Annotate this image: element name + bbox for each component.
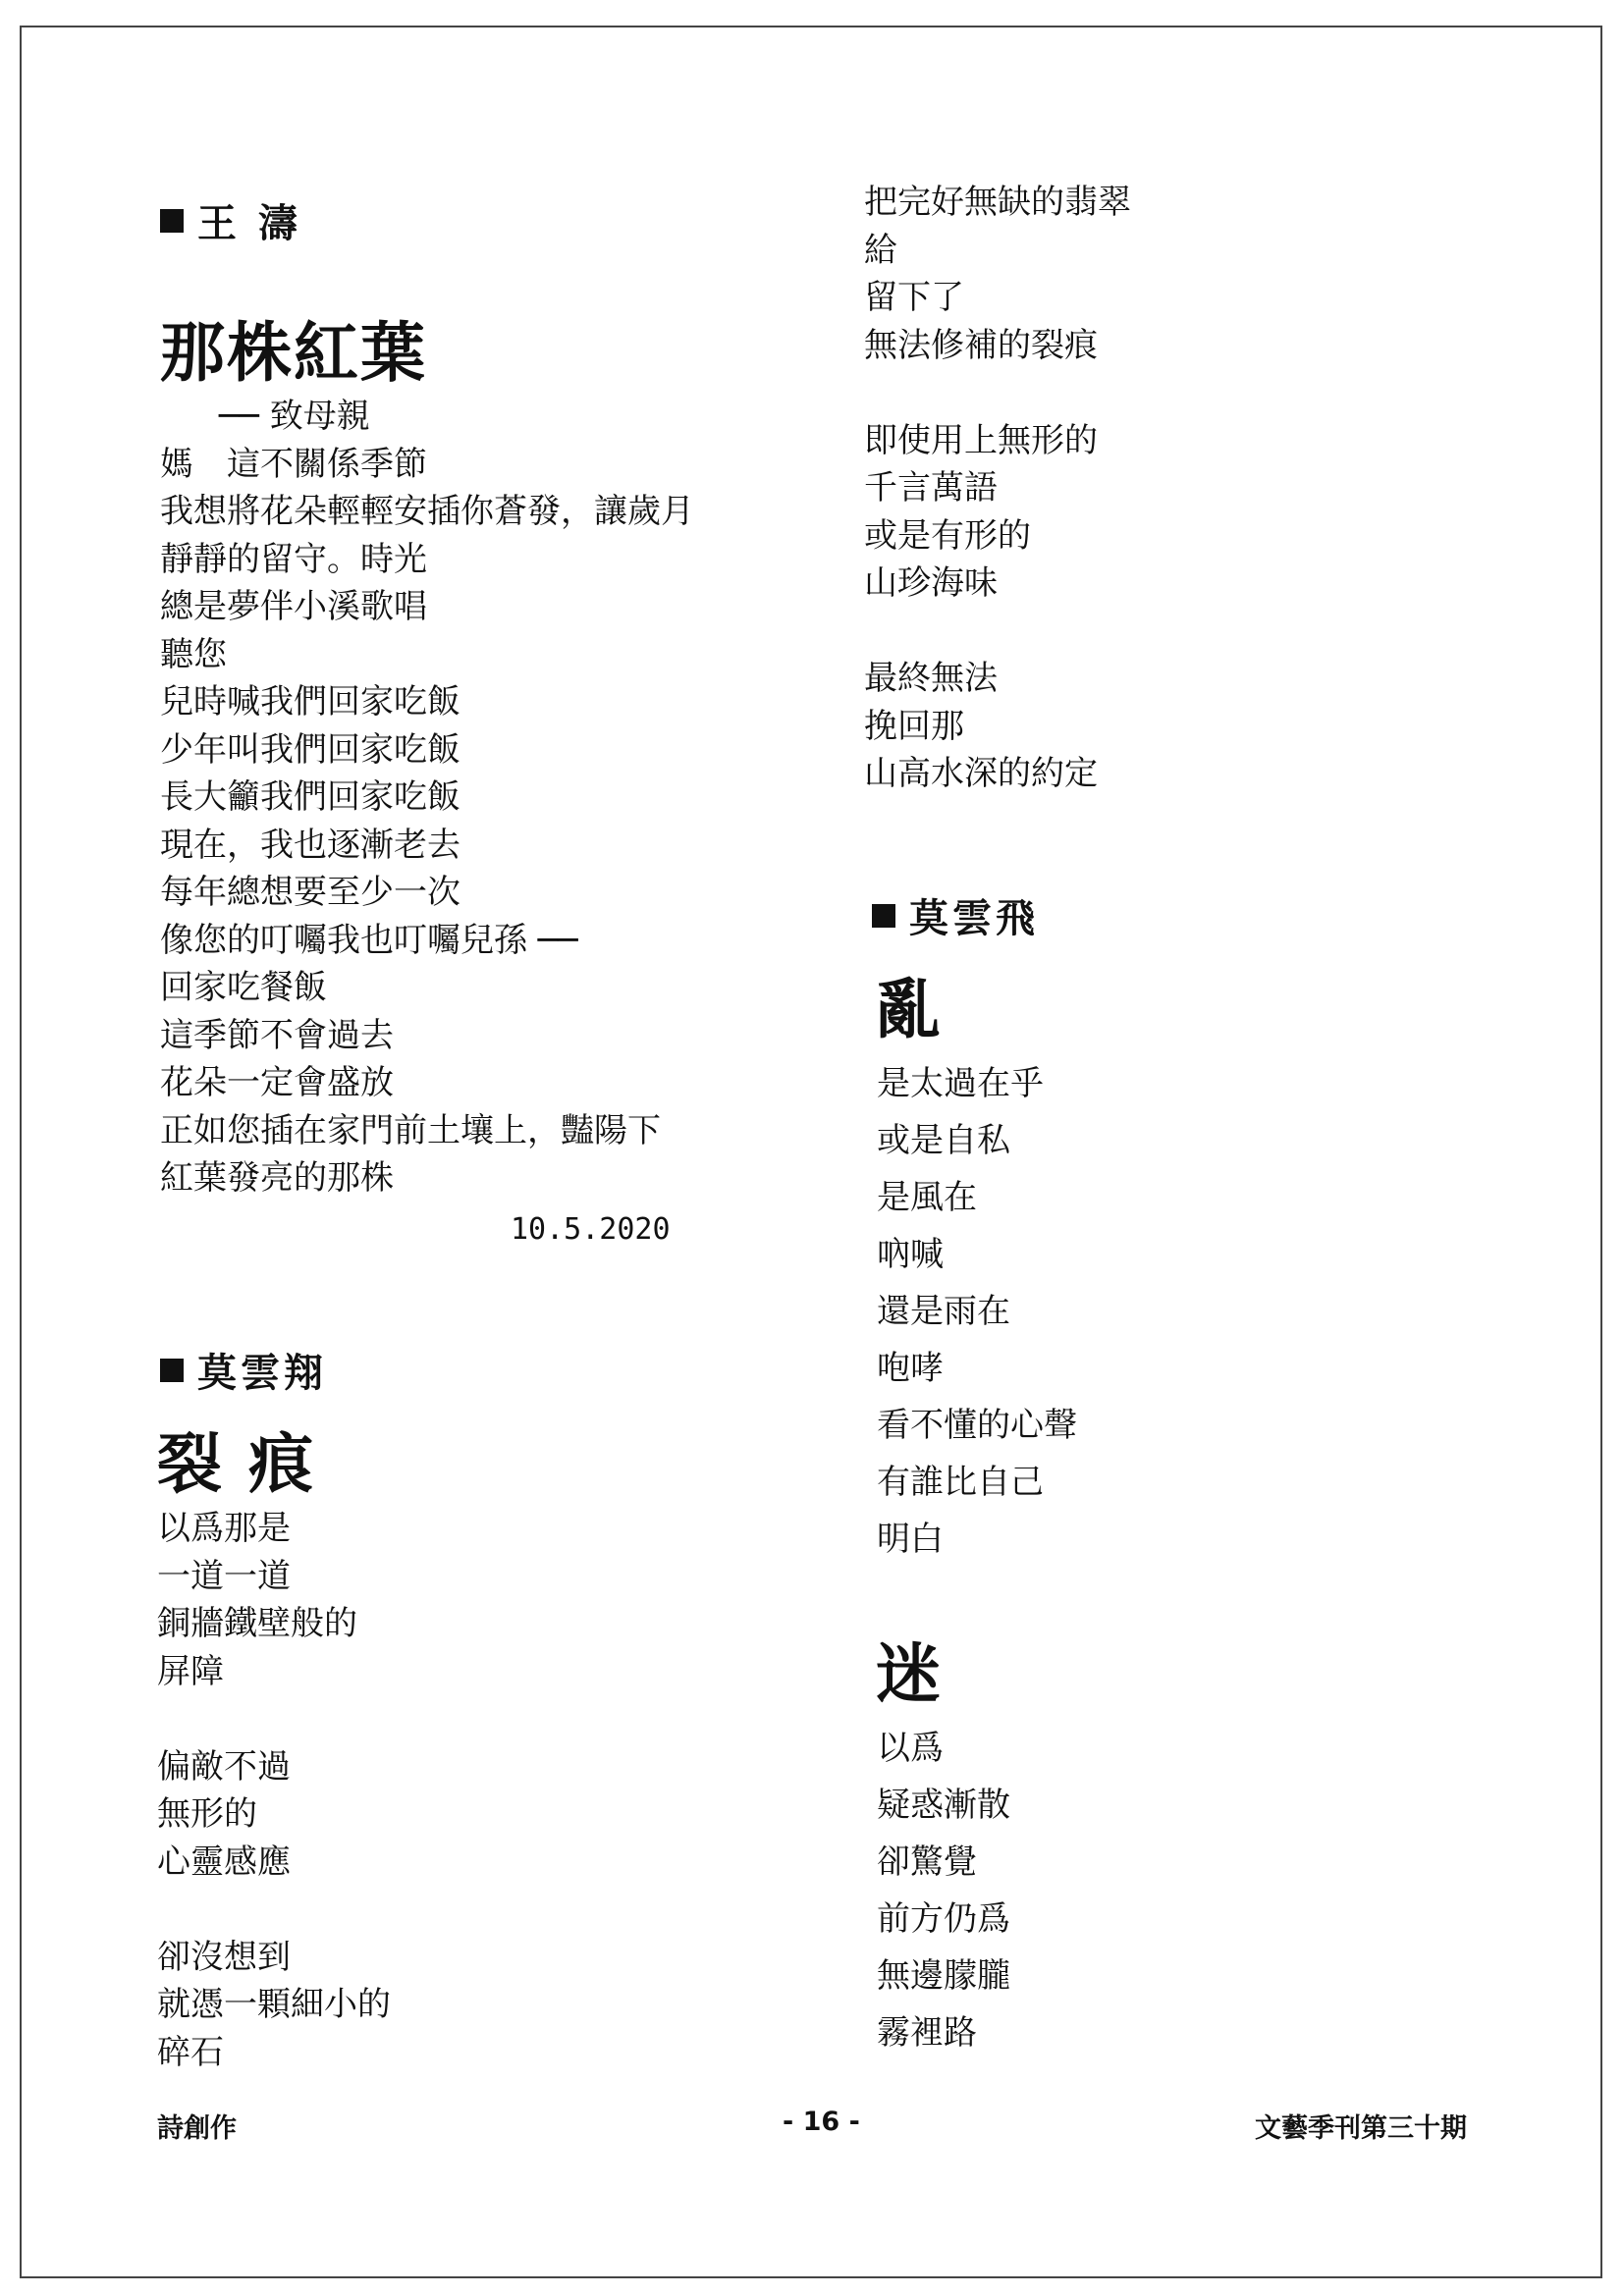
stanza-gap — [864, 608, 1131, 656]
poem-line: 屏障 — [157, 1651, 224, 1691]
poem-line: 少年叫我們回家吃飯 — [160, 729, 460, 770]
poem-line: 紅葉發亮的那株 — [160, 1158, 394, 1198]
poem-date: 10.5.2020 — [511, 1212, 671, 1247]
poem-line: 無法修補的裂痕 — [864, 325, 1098, 365]
poem-red-leaf-body — [160, 393, 694, 1202]
poem-line: 就憑一顆細小的 — [157, 1985, 391, 2024]
poem-line: 山高水深的約定 — [864, 754, 1098, 793]
poem-line: 挽回那 — [864, 706, 964, 746]
poem-line: 還是雨在 — [877, 1292, 1010, 1331]
poem-line: 靜靜的留守。時光 — [160, 539, 427, 579]
poem-line: 留下了 — [864, 278, 964, 317]
dedication: ── 致母親 — [219, 397, 370, 436]
poem-line: 像您的叮囑我也叮囑兒孫 ── — [160, 920, 578, 960]
poem-title-crack: 裂 痕 — [157, 1425, 315, 1502]
poem-line: 銅牆鐵壁般的 — [157, 1604, 357, 1643]
poem-line: 心靈感應 — [157, 1842, 291, 1882]
footer-page-number: - 16 - — [783, 2107, 860, 2137]
author-mo-yunfei: 莫雲飛 — [872, 887, 1039, 943]
author-wang-tao: 王 濤 — [160, 192, 301, 248]
poem-line: 長大籲我們回家吃飯 — [160, 777, 460, 817]
poem-line: 媽 這不關係季節 — [160, 444, 427, 484]
poem-line: 或是自私 — [877, 1121, 1010, 1160]
poem-line: 看不懂的心聲 — [877, 1406, 1077, 1445]
footer-publication: 文藝季刊第三十期 — [1255, 2113, 1467, 2144]
poem-line: 把完好無缺的翡翠 — [864, 183, 1131, 222]
poem-line: 有誰比自己 — [877, 1463, 1044, 1502]
stanza-gap — [157, 1886, 391, 1934]
poem-line: 這季節不會過去 — [160, 1015, 394, 1055]
poem-title-lost: 迷 — [876, 1635, 943, 1712]
poem-line: 山珍海味 — [864, 563, 998, 603]
poem-title-red-leaf: 那株紅葉 — [160, 314, 427, 391]
poem-line: 千言萬語 — [864, 468, 998, 507]
poem-crack-body-left — [157, 1505, 391, 2076]
poem-line: 回家吃餐飯 — [160, 968, 327, 1007]
author-mo-yunxiang: 莫雲翔 — [160, 1342, 327, 1398]
poem-line: 即使用上無形的 — [864, 420, 1098, 460]
poem-lost-body — [877, 1720, 1010, 2061]
poem-line: 總是夢伴小溪歌唱 — [160, 587, 427, 626]
poem-line: 正如您插在家門前土壤上，豔陽下 — [160, 1110, 661, 1150]
stanza-gap — [157, 1695, 391, 1743]
square-bullet-icon — [160, 1359, 184, 1382]
poem-line: 一道一道 — [157, 1556, 291, 1596]
poem-line: 霧裡路 — [877, 2013, 977, 2053]
poem-line: 碎石 — [157, 2032, 224, 2072]
poem-line: 以爲那是 — [157, 1509, 291, 1548]
poem-line: 卻驚覺 — [877, 1842, 977, 1882]
poem-line: 是太過在乎 — [877, 1064, 1044, 1103]
poem-line: 我想將花朵輕輕安插你蒼發，讓歲月 — [160, 492, 694, 531]
poem-line: 兒時喊我們回家吃飯 — [160, 682, 460, 721]
poem-line: 吶喊 — [877, 1235, 944, 1274]
poem-line: 是風在 — [877, 1178, 977, 1217]
poem-line: 前方仍爲 — [877, 1899, 1010, 1939]
poem-line: 無形的 — [157, 1794, 257, 1834]
poem-line: 偏敵不過 — [157, 1746, 291, 1787]
poem-title-chaos: 亂 — [876, 971, 943, 1047]
poem-line: 給 — [864, 230, 897, 270]
poem-line: 明白 — [877, 1520, 944, 1559]
poem-line: 疑惑漸散 — [877, 1786, 1010, 1825]
poem-line: 卻沒想到 — [157, 1937, 291, 1977]
poem-line: 聽您 — [160, 634, 227, 674]
poem-line: 或是有形的 — [864, 515, 1031, 556]
square-bullet-icon — [160, 209, 184, 233]
poem-line: 每年總想要至少一次 — [160, 873, 460, 912]
poem-line: 咆哮 — [877, 1349, 944, 1388]
poem-line: 以爲 — [877, 1729, 944, 1768]
poem-crack-body-right — [864, 179, 1131, 798]
poem-line: 無邊朦朧 — [877, 1956, 1010, 1996]
poem-line: 花朵一定會盛放 — [160, 1063, 394, 1102]
stanza-gap — [864, 369, 1131, 417]
square-bullet-icon — [872, 904, 895, 928]
poem-line: 最終無法 — [864, 659, 998, 698]
footer-section-label: 詩創作 — [157, 2113, 237, 2144]
poem-line: 現在，我也逐漸老去 — [160, 825, 460, 865]
poem-chaos-body — [877, 1055, 1077, 1568]
